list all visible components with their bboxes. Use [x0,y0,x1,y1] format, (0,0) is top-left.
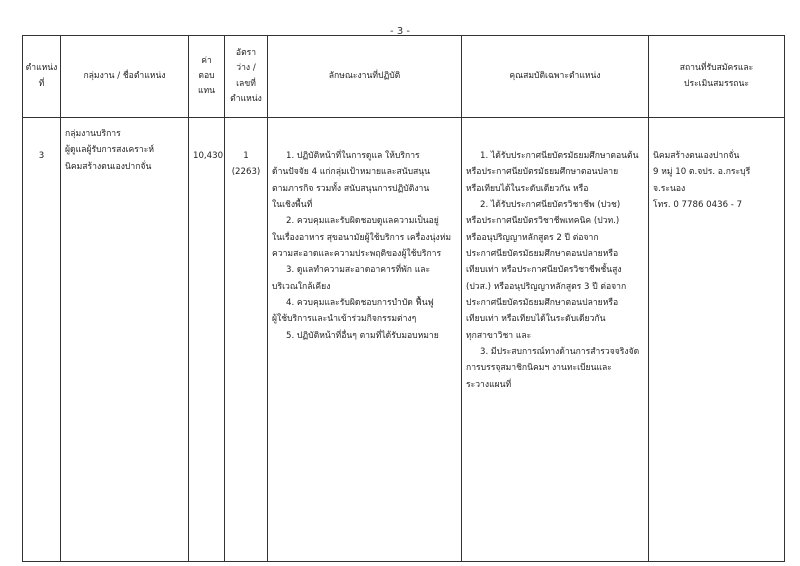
qualification-line: หรือเทียบได้ในระดับเดียวกัน หรือ [466,183,589,194]
cell-group-position [61,118,189,562]
duty-line: 2. ควบคุมและรับผิดชอบดูแลความเป็นอยู่ [286,216,439,227]
duty-line: ความสะอาดและความประพฤติของผู้ใช้บริการ [272,248,442,259]
duty-line: ผู้ใช้บริการและนำเข้าร่วมกิจกรรมต่างๆ [272,314,417,325]
duty-line: บริเวณใกล้เคียง [272,281,331,292]
cell-rate [225,118,268,562]
qualification-line: หรืออนุปริญญาหลักสูตร 2 ปี ต่อจาก [466,232,599,243]
qualification-line: การบรรจุสมาชิกนิคมฯ งานทะเบียนและ [466,363,612,374]
qualification-line: เทียบเท่า หรือประกาศนียบัตรวิชาชีพชั้นสูง [466,265,622,276]
page-number: - 3 - [390,26,410,37]
header-qualifications: คุณสมบัติเฉพาะตำแหน่ง [462,36,649,118]
location-line: นิคมสร้างตนเองปากจั่น [653,151,740,161]
qualification-line: หรือประกาศนียบัตรมัธยมศึกษาตอนปลาย [466,167,619,178]
location-line: โทร. 0 7786 0436 - 7 [653,199,743,210]
header-location: สถานที่รับสมัครและ ประเมินสมรรถนะ [649,36,785,118]
duty-line: 3. ดูแลทำความสะอาดอาคารที่พัก และ [286,265,431,276]
duty-line: ในเรื่องอาหาร สุขอนามัยผู้ใช้บริการ เครื่องนุ่งห่ม [272,232,452,243]
table-header-row [23,36,785,118]
duty-line: 5. ปฏิบัติหน้าที่อื่นๆ ตามที่ได้รับมอบหมาย [286,330,439,341]
header-group-position: กลุ่มงาน / ชื่อตำแหน่ง [61,36,189,118]
location-line: 9 หมู่ 10 ต.จปร. อ.กระบุรี [653,167,751,178]
qualification-line: 2. ได้รับประกาศนียบัตรวิชาชีพ (ปวช) [480,199,621,210]
qualification-line: ประกาศนียบัตรมัธยมศึกษาตอนปลายหรือ [466,297,619,308]
cell-location [649,118,785,562]
qualification-line: เทียบเท่า หรือเทียบได้ในระดับเดียวกัน [466,314,606,325]
cell-qualifications [462,118,649,562]
qualification-line: 1. ได้รับประกาศนียบัตรมัธยมศึกษาตอนต้น [480,151,639,161]
header-position-no: ตำแหน่ง ที่ [23,36,61,118]
cell-pay [189,118,225,562]
header-rate: อัตรา ว่าง / เลขที่ ตำแหน่ง [225,36,268,118]
location-line: จ.ระนอง [653,183,686,194]
duty-line: ในเชิงพื้นที่ [272,199,313,210]
qualification-line: ประกาศนียบัตรมัธยมศึกษาตอนปลายหรือ [466,248,619,259]
qualification-line: (ปวส.) หรืออนุปริญญาหลักสูตร 3 ปี ต่อจาก [466,281,627,292]
duty-line: 1. ปฏิบัติหน้าที่ในการดูแล ให้บริการ [286,151,420,161]
table-row [23,118,785,562]
header-duties: ลักษณะงานที่ปฏิบัติ [268,36,462,118]
cell-position-no [23,118,61,562]
position-name-line: นิคมสร้างตนเองปากจั่น [65,161,152,172]
position-no: 3 [38,151,45,161]
group-name: กลุ่มงานบริการ [65,129,121,139]
duty-line: ตามภารกิจ รวมทั้ง สนับสนุนการปฏิบัติงาน [272,183,430,194]
duty-line: ด้านปัจจัย 4 แก่กลุ่มเป้าหมายและสนับสนุน [272,167,431,178]
rate-id: (2263) [231,167,261,178]
qualification-line: หรือประกาศนียบัตรวิชาชีพเทคนิค (ปวท.) [466,216,620,227]
qualification-line: 3. มีประสบการณ์ทางด้านการสำรวจจริงจัด [480,346,640,357]
duty-line: 4. ควบคุมและรับผิดชอบการบำบัด ฟื้นฟู [286,297,434,308]
rate-count: 1 [243,151,249,161]
job-positions-table [22,35,785,562]
position-name-line: ผู้ดูแลผู้รับการสงเคราะห์ [65,145,155,156]
header-pay: ค่า ตอบ แทน [189,36,225,118]
qualification-line: ระวางแผนที่ [466,379,512,390]
pay-value: 10,430 [193,151,224,161]
qualification-line: ทุกสาขาวิชา และ [466,330,532,341]
cell-duties [268,118,462,562]
